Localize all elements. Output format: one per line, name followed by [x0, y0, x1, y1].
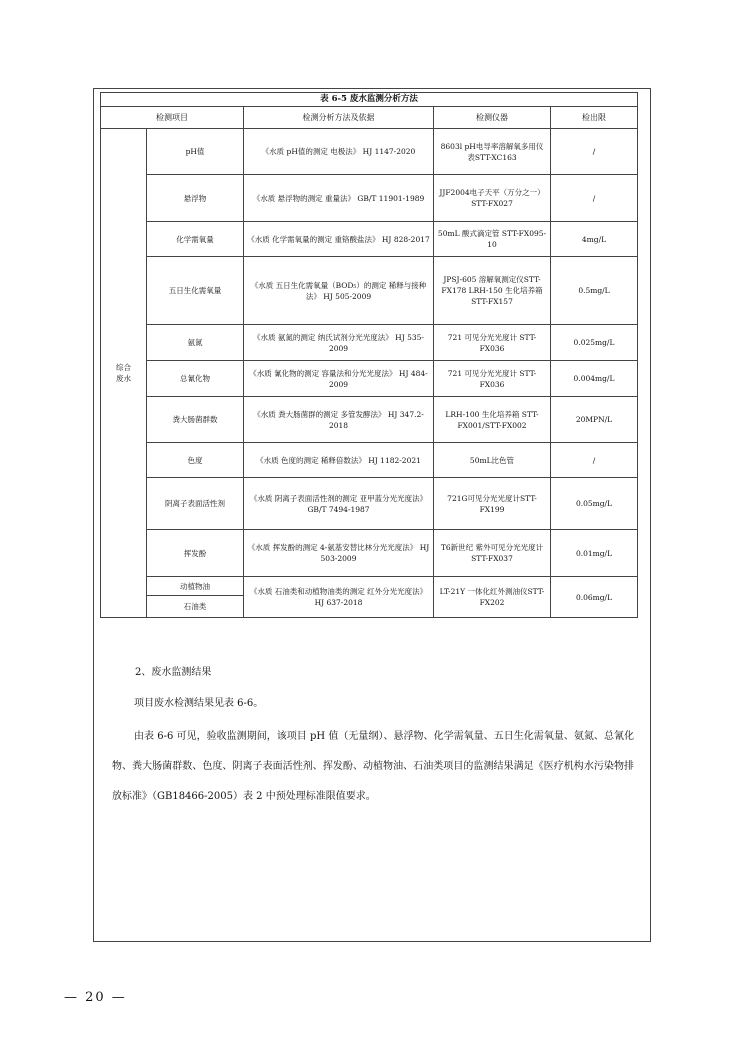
method-cell: 《水质 石油类和动植物油类的测定 红外分光光度法》 HJ 637-2018 [244, 577, 434, 618]
method-cell: 《水质 挥发酚的测定 4-氨基安替比林分光光度法》 HJ 503-2009 [244, 530, 434, 577]
limit-cell: 4mg/L [551, 222, 638, 257]
category-label: 综合废水 [116, 363, 131, 383]
item-cell: 粪大肠菌群数 [147, 397, 244, 443]
header-item: 检测项目 [101, 107, 244, 129]
instrument-cell: 721 可见分光光度计 STT-FX036 [434, 325, 551, 361]
instrument-cell: LRH-100 生化培养箱 STT-FX001/STT-FX002 [434, 397, 551, 443]
table-row [101, 222, 638, 257]
result-paragraph: 由表 6-6 可见，验收监测期间，该项目 pH 值（无量纲）、悬浮物、化学需氧量、五日生化需氧量、氨氮、总氰化物、粪大肠菌群数、色度、阴离子表面活性剂、挥发酚、动植物油、石油类项目的监测结果满足《医疗机构水污染物排放标准》（GB18466-2005）表 2 中预处理标准限值要求。 [112, 731, 634, 802]
table-row [101, 397, 638, 443]
instrument-cell: JJF2004电子天平（万分之一） STT-FX027 [434, 175, 551, 222]
method-cell: 《水质 五日生化需氧量（BOD₅）的测定 稀释与接种法》 HJ 505-2009 [244, 257, 434, 325]
limit-cell: 0.05mg/L [551, 478, 638, 530]
method-cell: 《水质 阴离子表面活性剂的测定 亚甲蓝分光光度法》 GB/T 7494-1987 [244, 478, 434, 530]
instrument-cell: T6新世纪 紫外可见分光光度计STT-FX037 [434, 530, 551, 577]
limit-cell: 20MPN/L [551, 397, 638, 443]
item-cell: 五日生化需氧量 [147, 257, 244, 325]
table-row [101, 577, 638, 596]
page-number: — 20 — [64, 990, 127, 1005]
instrument-cell: 50mL比色管 [434, 443, 551, 478]
item-cell: 总氰化物 [147, 361, 244, 397]
instrument-cell: LT-21Y 一体化红外测油仪STT-FX202 [434, 577, 551, 618]
item-cell: 氨氮 [147, 325, 244, 361]
item-cell: pH值 [147, 129, 244, 175]
instrument-cell: JPSJ-605 溶解氧测定仪STT-FX178 LRH-150 生化培养箱 STT-FX157 [434, 257, 551, 325]
instrument-cell: 8603l pH电导率溶解氧多用仪表STT-XC163 [434, 129, 551, 175]
table-row [101, 257, 638, 325]
instrument-cell: 721 可见分光光度计 STT-FX036 [434, 361, 551, 397]
table-row [101, 361, 638, 397]
header-limit: 检出限 [551, 107, 638, 129]
table-row [101, 129, 638, 175]
item-cell: 阴离子表面活性剂 [147, 478, 244, 530]
limit-cell: / [551, 443, 638, 478]
instrument-cell: 721G可见分光光度计STT-FX199 [434, 478, 551, 530]
method-cell: 《水质 悬浮物的测定 重量法》 GB/T 11901-1989 [244, 175, 434, 222]
limit-cell: 0.025mg/L [551, 325, 638, 361]
limit-cell: 0.01mg/L [551, 530, 638, 577]
table-row [101, 530, 638, 577]
method-cell: 《水质 氨氮的测定 纳氏试剂分光光度法》 HJ 535-2009 [244, 325, 434, 361]
limit-cell: 0.5mg/L [551, 257, 638, 325]
item-cell: 化学需氧量 [147, 222, 244, 257]
method-cell: 《水质 pH值的测定 电极法》 HJ 1147-2020 [244, 129, 434, 175]
table-header-row [101, 107, 638, 129]
header-instrument: 检测仪器 [434, 107, 551, 129]
item-cell: 悬浮物 [147, 175, 244, 222]
instrument-cell: 50mL 酸式滴定管 STT-FX095-10 [434, 222, 551, 257]
wastewater-method-table [100, 92, 638, 618]
item-cell: 石油类 [147, 596, 244, 618]
table-row [101, 325, 638, 361]
method-cell: 《水质 粪大肠菌群的测定 多管发酵法》 HJ 347.2-2018 [244, 397, 434, 443]
table-row [101, 478, 638, 530]
table-title: 表 6-5 废水监测分析方法 [100, 92, 638, 106]
method-cell: 《水质 色度的测定 稀释倍数法》 HJ 1182-2021 [244, 443, 434, 478]
limit-cell: 0.004mg/L [551, 361, 638, 397]
category-cell [101, 129, 147, 618]
section-heading: 2、废水监测结果 [135, 667, 212, 678]
method-cell: 《水质 氰化物的测定 容量法和分光光度法》 HJ 484-2009 [244, 361, 434, 397]
method-cell: 《水质 化学需氧量的测定 重铬酸盐法》 HJ 828-2017 [244, 222, 434, 257]
item-cell: 挥发酚 [147, 530, 244, 577]
item-cell: 色度 [147, 443, 244, 478]
limit-cell: / [551, 175, 638, 222]
result-intro: 项目废水检测结果见表 6-6。 [134, 698, 264, 709]
table-row [101, 443, 638, 478]
limit-cell: / [551, 129, 638, 175]
item-cell: 动植物油 [147, 577, 244, 596]
limit-cell: 0.06mg/L [551, 577, 638, 618]
header-method: 检测分析方法及依据 [244, 107, 434, 129]
table-row [101, 175, 638, 222]
